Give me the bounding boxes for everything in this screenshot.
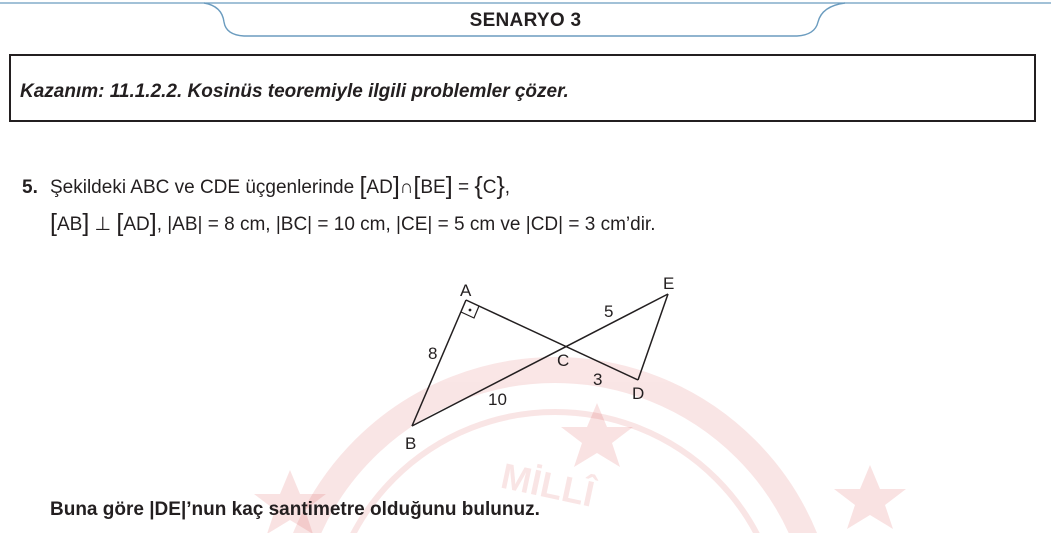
segment-ad: AD [366,177,393,198]
question-intro: Şekildeki ABC ve CDE üçgenlerinde [50,177,355,198]
label-length-ab: 8 [428,344,438,363]
right-angle-dot [469,309,472,312]
right-angle-mark [461,306,479,318]
segment-be: BE [420,177,446,198]
label-point-b: B [405,434,417,453]
side-ab [412,300,466,426]
segment-ab: AB [56,214,83,235]
watermark-text: MİLLÎ [497,455,599,515]
label-point-a: A [460,281,472,300]
question-prompt: Buna göre |DE|’nun kaç santimetre olduğunu bulunuz. [50,499,540,520]
question-line-1: Şekildeki ABC ve CDE üçgenlerinde [AD]∩[BE] = {C}, [50,172,511,200]
question-number: 5. [22,177,38,198]
scenario-title: SENARYO 3 [469,10,582,31]
learning-outcome-text: Kazanım: 11.1.2.2. Kosinüs teoremiyle ilgili problemler çözer. [20,81,569,102]
label-point-d: D [632,384,645,403]
label-point-c: C [557,351,570,370]
question-line-2: [AB] ⊥ [AD], |AB| = 8 cm, |BC| = 10 cm, |CE| = 5 cm ve |CD| = 3 cm’dir. [50,209,656,237]
label-length-ce: 5 [604,302,614,321]
intersection-point: C [482,177,497,198]
side-be [412,294,668,426]
label-point-e: E [663,274,675,293]
given-lengths: , |AB| = 8 cm, |BC| = 10 cm, |CE| = 5 cm ve |CD| = 3 cm’dir. [156,214,656,235]
label-length-bc: 10 [488,390,507,409]
segment-ad-2: AD [123,214,150,235]
label-length-cd: 3 [593,370,603,389]
